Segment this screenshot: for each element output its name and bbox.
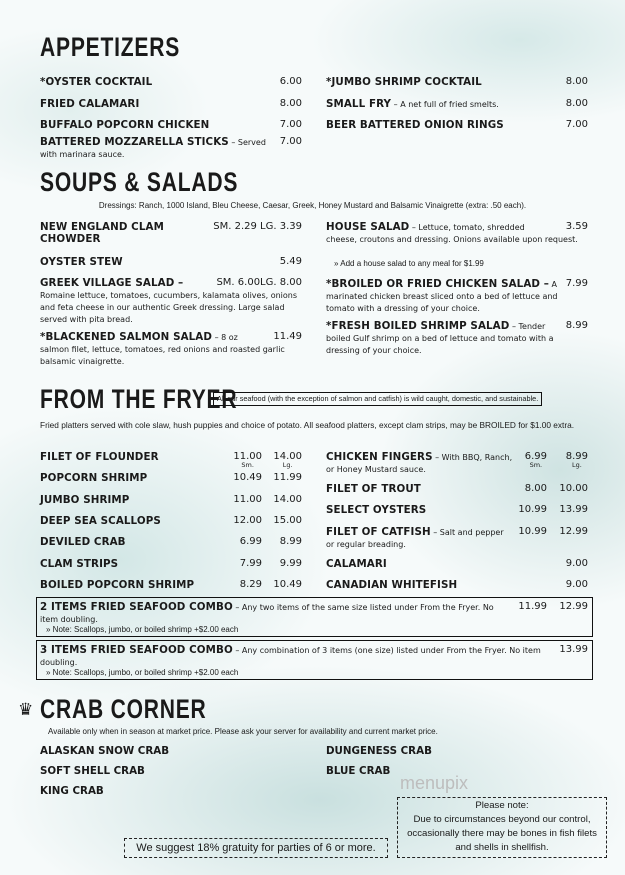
crab-note: Available only when in season at market price. Please ask your server for availability and current market price. bbox=[48, 727, 438, 736]
price-small: 8.29 bbox=[239, 579, 262, 590]
menu-item bbox=[326, 320, 588, 356]
menu-item bbox=[40, 579, 230, 591]
item-name: FILET OF TROUT bbox=[326, 483, 421, 495]
menu-item bbox=[326, 76, 588, 88]
price-small: 11.00 Sm. bbox=[233, 451, 262, 469]
price-small: 12.00 bbox=[233, 515, 262, 526]
item-name: DEVILED CRAB bbox=[40, 536, 126, 548]
item-description: – Tender boiled Gulf shrimp on a bed of lettuce and tomato with a dressing of your choice. bbox=[326, 322, 554, 355]
please-note-box bbox=[397, 797, 607, 858]
price-small: 10.49 bbox=[233, 472, 262, 483]
menu-item bbox=[326, 278, 588, 314]
item-price: 11.49 bbox=[273, 331, 302, 342]
price-large: 8.99 bbox=[279, 536, 302, 547]
price-small: 8.00 bbox=[524, 483, 547, 494]
item-description: Romaine lettuce, tomatoes, cucumbers, kalamata olives, onions and feta cheese in our authentic Greek dressing. Large salad served with pita bread. bbox=[40, 291, 298, 324]
item-name: *JUMBO SHRIMP COCKTAIL bbox=[326, 76, 482, 88]
item-name: FILET OF FLOUNDER bbox=[40, 451, 159, 463]
item-price: 7.00 bbox=[279, 136, 302, 147]
item-description: – Any two items of the same size listed under From the Fryer. No item doubling. bbox=[40, 603, 494, 624]
price-large: 10.49 bbox=[273, 579, 302, 590]
menu-item bbox=[326, 483, 514, 495]
price-small: 6.99 Sm. bbox=[524, 451, 547, 469]
price-small: 11.99 bbox=[518, 601, 547, 612]
price-large: 8.99 Lg. bbox=[565, 451, 588, 469]
crab-item: DUNGENESS CRAB bbox=[326, 745, 432, 757]
item-description: A marinated chicken breast sliced onto a bed of lettuce and tomato with a dressing of your choice. bbox=[326, 280, 558, 313]
menu-item bbox=[326, 526, 514, 550]
gratuity-note: We suggest 18% gratuity for parties of 6 or more. bbox=[124, 838, 388, 858]
price-large: 13.99 bbox=[559, 504, 588, 515]
crab-item: ALASKAN SNOW CRAB bbox=[40, 745, 170, 757]
price-large: 10.00 bbox=[559, 483, 588, 494]
item-name: 3 ITEMS FRIED SEAFOOD COMBO bbox=[40, 644, 233, 656]
fryer-intro: Fried platters served with cole slaw, hush puppies and choice of potato. All seafood platters, except clam strips, may be BROILED for $1.00 extra. bbox=[40, 420, 575, 430]
item-name: FRIED CALAMARI bbox=[40, 98, 140, 110]
menu-item bbox=[326, 98, 588, 110]
menu-item bbox=[40, 119, 302, 131]
item-name: FILET OF CATFISH bbox=[326, 526, 431, 538]
menu-item bbox=[40, 256, 302, 268]
large-label: Lg. bbox=[282, 461, 293, 469]
price-large: 9.99 bbox=[279, 558, 302, 569]
item-name: BOILED POPCORN SHRIMP bbox=[40, 579, 195, 591]
item-price: 8.00 bbox=[565, 98, 588, 109]
item-name: DEEP SEA SCALLOPS bbox=[40, 515, 161, 527]
item-name: *BLACKENED SALMON SALAD bbox=[40, 331, 213, 343]
price-large: 14.00 bbox=[273, 494, 302, 505]
item-name: CALAMARI bbox=[326, 558, 387, 570]
item-price: 5.49 bbox=[279, 256, 302, 267]
menu-item bbox=[40, 472, 230, 484]
price-large: 12.99 bbox=[559, 526, 588, 537]
item-name: OYSTER STEW bbox=[40, 256, 123, 268]
item-name: SELECT OYSTERS bbox=[326, 504, 427, 516]
item-price: SM. 2.29 LG. 3.39 bbox=[213, 221, 302, 232]
large-label: Lg. bbox=[571, 461, 582, 469]
item-name: HOUSE SALAD bbox=[326, 221, 410, 233]
crab-corner-heading: CRAB CORNER bbox=[40, 694, 207, 724]
sustainable-note: All our seafood (with the exception of salmon and catfish) is wild caught, domestic, and sustainable. bbox=[213, 392, 542, 406]
item-price: 8.00 bbox=[279, 98, 302, 109]
menu-item bbox=[40, 494, 230, 506]
item-name: GREEK VILLAGE SALAD – bbox=[40, 277, 184, 289]
please-note-title: Please note: bbox=[475, 800, 529, 811]
menu-item bbox=[40, 536, 230, 548]
crown-icon: ♛ bbox=[18, 700, 34, 720]
item-name: BUFFALO POPCORN CHICKEN bbox=[40, 119, 210, 131]
watermark: menupix bbox=[400, 773, 469, 793]
dressings-note: Dressings: Ranch, 1000 Island, Bleu Cheese, Caesar, Greek, Honey Mustard and Balsamic Vinaigrette (extra: .50 each). bbox=[98, 201, 527, 210]
item-name: POPCORN SHRIMP bbox=[40, 472, 148, 484]
menu-item bbox=[326, 119, 588, 131]
item-description: – 8 oz salmon filet, lettuce, tomatoes, red onions and roasted garlic balsamic vinaigrette. bbox=[40, 333, 285, 366]
item-description: – Any combination of 3 items (one size) listed under From the Fryer. No item doubling. bbox=[40, 646, 541, 667]
menu-item bbox=[326, 504, 514, 516]
price-large: 13.99 bbox=[559, 644, 588, 655]
crab-item: KING CRAB bbox=[40, 785, 104, 797]
menu-item bbox=[40, 601, 505, 625]
menu-item bbox=[40, 558, 230, 570]
price-small: 10.99 bbox=[518, 504, 547, 515]
item-price: 6.00 bbox=[279, 76, 302, 87]
item-price: 7.00 bbox=[279, 119, 302, 130]
price-small: 11.00 bbox=[233, 494, 262, 505]
price-large: 9.00 bbox=[565, 579, 588, 590]
price-large: 9.00 bbox=[565, 558, 588, 569]
please-note-text: Due to circumstances beyond our control, occasionally there may be bones in fish filets and shells in shellfish. bbox=[407, 814, 597, 853]
item-description: – Lettuce, tomato, shredded cheese, croutons and dressing. Onions available upon request. bbox=[326, 223, 578, 244]
menu-item bbox=[40, 644, 545, 668]
item-description: – With BBQ, Ranch, or Honey Mustard sauce. bbox=[326, 453, 513, 474]
menu-item bbox=[40, 331, 302, 367]
item-price: 8.99 bbox=[565, 320, 588, 331]
item-name: BATTERED MOZZARELLA STICKS bbox=[40, 136, 229, 148]
item-name: SMALL FRY bbox=[326, 98, 392, 110]
menu-item bbox=[326, 558, 514, 570]
price-small: 6.99 bbox=[239, 536, 262, 547]
price-large: 11.99 bbox=[273, 472, 302, 483]
price-large: 12.99 bbox=[559, 601, 588, 612]
item-name: *BROILED OR FRIED CHICKEN SALAD – bbox=[326, 278, 549, 290]
price-small: 7.99 bbox=[239, 558, 262, 569]
menu-item bbox=[40, 515, 230, 527]
item-name: CLAM STRIPS bbox=[40, 558, 119, 570]
item-name: *FRESH BOILED SHRIMP SALAD bbox=[326, 320, 510, 332]
combo-note: » Note: Scallops, jumbo, or boiled shrimp +$2.00 each bbox=[46, 625, 239, 634]
item-name: BEER BATTERED ONION RINGS bbox=[326, 119, 504, 131]
item-name: CHICKEN FINGERS bbox=[326, 451, 433, 463]
small-label: Sm. bbox=[529, 461, 543, 469]
menu-item bbox=[40, 76, 302, 88]
item-price: SM. 6.00LG. 8.00 bbox=[216, 277, 302, 288]
item-description: – A net full of fried smelts. bbox=[391, 100, 499, 109]
item-name: JUMBO SHRIMP bbox=[40, 494, 130, 506]
menu-item bbox=[40, 451, 230, 463]
price-large: 15.00 bbox=[273, 515, 302, 526]
price-small: 10.99 bbox=[518, 526, 547, 537]
crab-item: SOFT SHELL CRAB bbox=[40, 765, 145, 777]
menu-item bbox=[40, 136, 302, 160]
price-large: 14.00 Lg. bbox=[273, 451, 302, 469]
menu-item bbox=[326, 221, 588, 245]
item-name: NEW ENGLAND CLAM CHOWDER bbox=[40, 221, 164, 245]
item-sub-note: » Add a house salad to any meal for $1.99 bbox=[334, 259, 484, 268]
item-price: 7.99 bbox=[565, 278, 588, 289]
item-name: *OYSTER COCKTAIL bbox=[40, 76, 153, 88]
item-name: CANADIAN WHITEFISH bbox=[326, 579, 458, 591]
menu-item bbox=[40, 98, 302, 110]
item-price: 7.00 bbox=[565, 119, 588, 130]
menu-item bbox=[326, 451, 514, 475]
appetizers-heading: APPETIZERS bbox=[40, 32, 181, 62]
item-description: – Served with marinara sauce. bbox=[40, 138, 266, 159]
soups-salads-heading: SOUPS & SALADS bbox=[40, 167, 239, 197]
menu-item bbox=[326, 579, 514, 591]
item-price: 3.59 bbox=[565, 221, 588, 232]
crab-item: BLUE CRAB bbox=[326, 765, 391, 777]
item-price: 8.00 bbox=[565, 76, 588, 87]
combo-note: » Note: Scallops, jumbo, or boiled shrimp +$2.00 each bbox=[46, 668, 239, 677]
small-label: Sm. bbox=[241, 461, 254, 469]
fryer-heading: FROM THE FRYER bbox=[40, 384, 238, 414]
item-name: 2 ITEMS FRIED SEAFOOD COMBO bbox=[40, 601, 233, 613]
item-description: – Salt and pepper or regular breading. bbox=[326, 528, 504, 549]
